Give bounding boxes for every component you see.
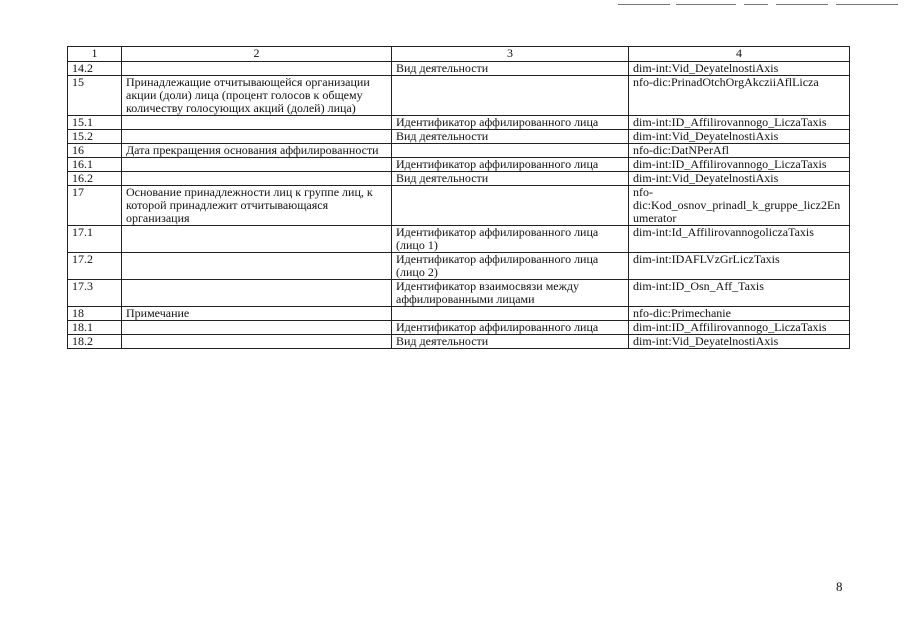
header-rule [618, 4, 670, 5]
row-number: 14.2 [68, 62, 122, 76]
row-number: 17.1 [68, 226, 122, 253]
row-name [122, 130, 392, 144]
row-code: dim-int:Vid_DeyatelnostiAxis [629, 62, 850, 76]
row-name [122, 253, 392, 280]
row-name [122, 172, 392, 186]
row-number: 15.2 [68, 130, 122, 144]
row-number: 18.2 [68, 335, 122, 349]
row-number: 16.1 [68, 158, 122, 172]
header-rule [836, 4, 898, 5]
row-attribute: Вид деятельности [392, 62, 629, 76]
header-rule [744, 4, 768, 5]
header-rule [776, 4, 828, 5]
row-number: 15 [68, 76, 122, 116]
row-attribute: Идентификатор аффилированного лица [392, 321, 629, 335]
row-name: Принадлежащие отчитывающейся организации акции (доли) лица (процент голосов к общему количеству голосующих акций (долей) лица) [122, 76, 392, 116]
table-row [68, 226, 850, 253]
column-header-2: 2 [122, 47, 392, 62]
table-row [68, 307, 850, 321]
table-row [68, 172, 850, 186]
table-row [68, 144, 850, 158]
row-code: dim-int:Id_AffilirovannogoliczaTaxis [629, 226, 850, 253]
row-code: dim-int:IDAFLVzGrLiczTaxis [629, 253, 850, 280]
row-number: 16 [68, 144, 122, 158]
row-code: dim-int:ID_Affilirovannogo_LiczaTaxis [629, 116, 850, 130]
header-row [68, 47, 850, 62]
column-header-4: 4 [629, 47, 850, 62]
row-number: 18.1 [68, 321, 122, 335]
row-name [122, 280, 392, 307]
table-row [68, 158, 850, 172]
row-attribute [392, 76, 629, 116]
row-code: nfo-dic:Kod_osnov_prinadl_k_gruppe_licz2Enumerator [629, 186, 850, 226]
row-name [122, 321, 392, 335]
table-row [68, 76, 850, 116]
row-code: dim-int:ID_Affilirovannogo_LiczaTaxis [629, 321, 850, 335]
row-number: 18 [68, 307, 122, 321]
table-row [68, 116, 850, 130]
row-code: dim-int:Vid_DeyatelnostiAxis [629, 335, 850, 349]
row-name [122, 335, 392, 349]
row-name [122, 158, 392, 172]
row-attribute: Идентификатор аффилированного лица [392, 116, 629, 130]
row-name: Дата прекращения основания аффилированности [122, 144, 392, 158]
row-attribute: Вид деятельности [392, 172, 629, 186]
row-code: dim-int:ID_Affilirovannogo_LiczaTaxis [629, 158, 850, 172]
table-row [68, 62, 850, 76]
column-header-1: 1 [68, 47, 122, 62]
row-name [122, 62, 392, 76]
row-code: nfo-dic:Primechanie [629, 307, 850, 321]
row-attribute: Вид деятельности [392, 130, 629, 144]
row-attribute [392, 144, 629, 158]
row-attribute: Идентификатор аффилированного лица [392, 158, 629, 172]
row-number: 17.2 [68, 253, 122, 280]
table-row [68, 335, 850, 349]
row-name: Примечание [122, 307, 392, 321]
column-header-3: 3 [392, 47, 629, 62]
row-attribute: Идентификатор взаимосвязи между аффилированными лицами [392, 280, 629, 307]
row-name [122, 226, 392, 253]
row-name: Основание принадлежности лиц к группе лиц, к которой принадлежит отчитывающаяся организация [122, 186, 392, 226]
row-number: 15.1 [68, 116, 122, 130]
table-row [68, 130, 850, 144]
page-number: 8 [836, 579, 843, 594]
taxonomy-table [67, 46, 850, 349]
row-attribute: Идентификатор аффилированного лица (лицо 2) [392, 253, 629, 280]
row-number: 17.3 [68, 280, 122, 307]
row-code: dim-int:Vid_DeyatelnostiAxis [629, 172, 850, 186]
row-name [122, 116, 392, 130]
table-row [68, 186, 850, 226]
row-code: nfo-dic:DatNPerAfl [629, 144, 850, 158]
row-attribute [392, 307, 629, 321]
table-row [68, 280, 850, 307]
row-code: nfo-dic:PrinadOtchOrgAkcziiAflLicza [629, 76, 850, 116]
row-attribute: Вид деятельности [392, 335, 629, 349]
table-row [68, 253, 850, 280]
row-code: dim-int:ID_Osn_Aff_Taxis [629, 280, 850, 307]
row-number: 17 [68, 186, 122, 226]
row-attribute: Идентификатор аффилированного лица (лицо 1) [392, 226, 629, 253]
row-attribute [392, 186, 629, 226]
header-rule [676, 4, 736, 5]
row-code: dim-int:Vid_DeyatelnostiAxis [629, 130, 850, 144]
table-row [68, 321, 850, 335]
row-number: 16.2 [68, 172, 122, 186]
